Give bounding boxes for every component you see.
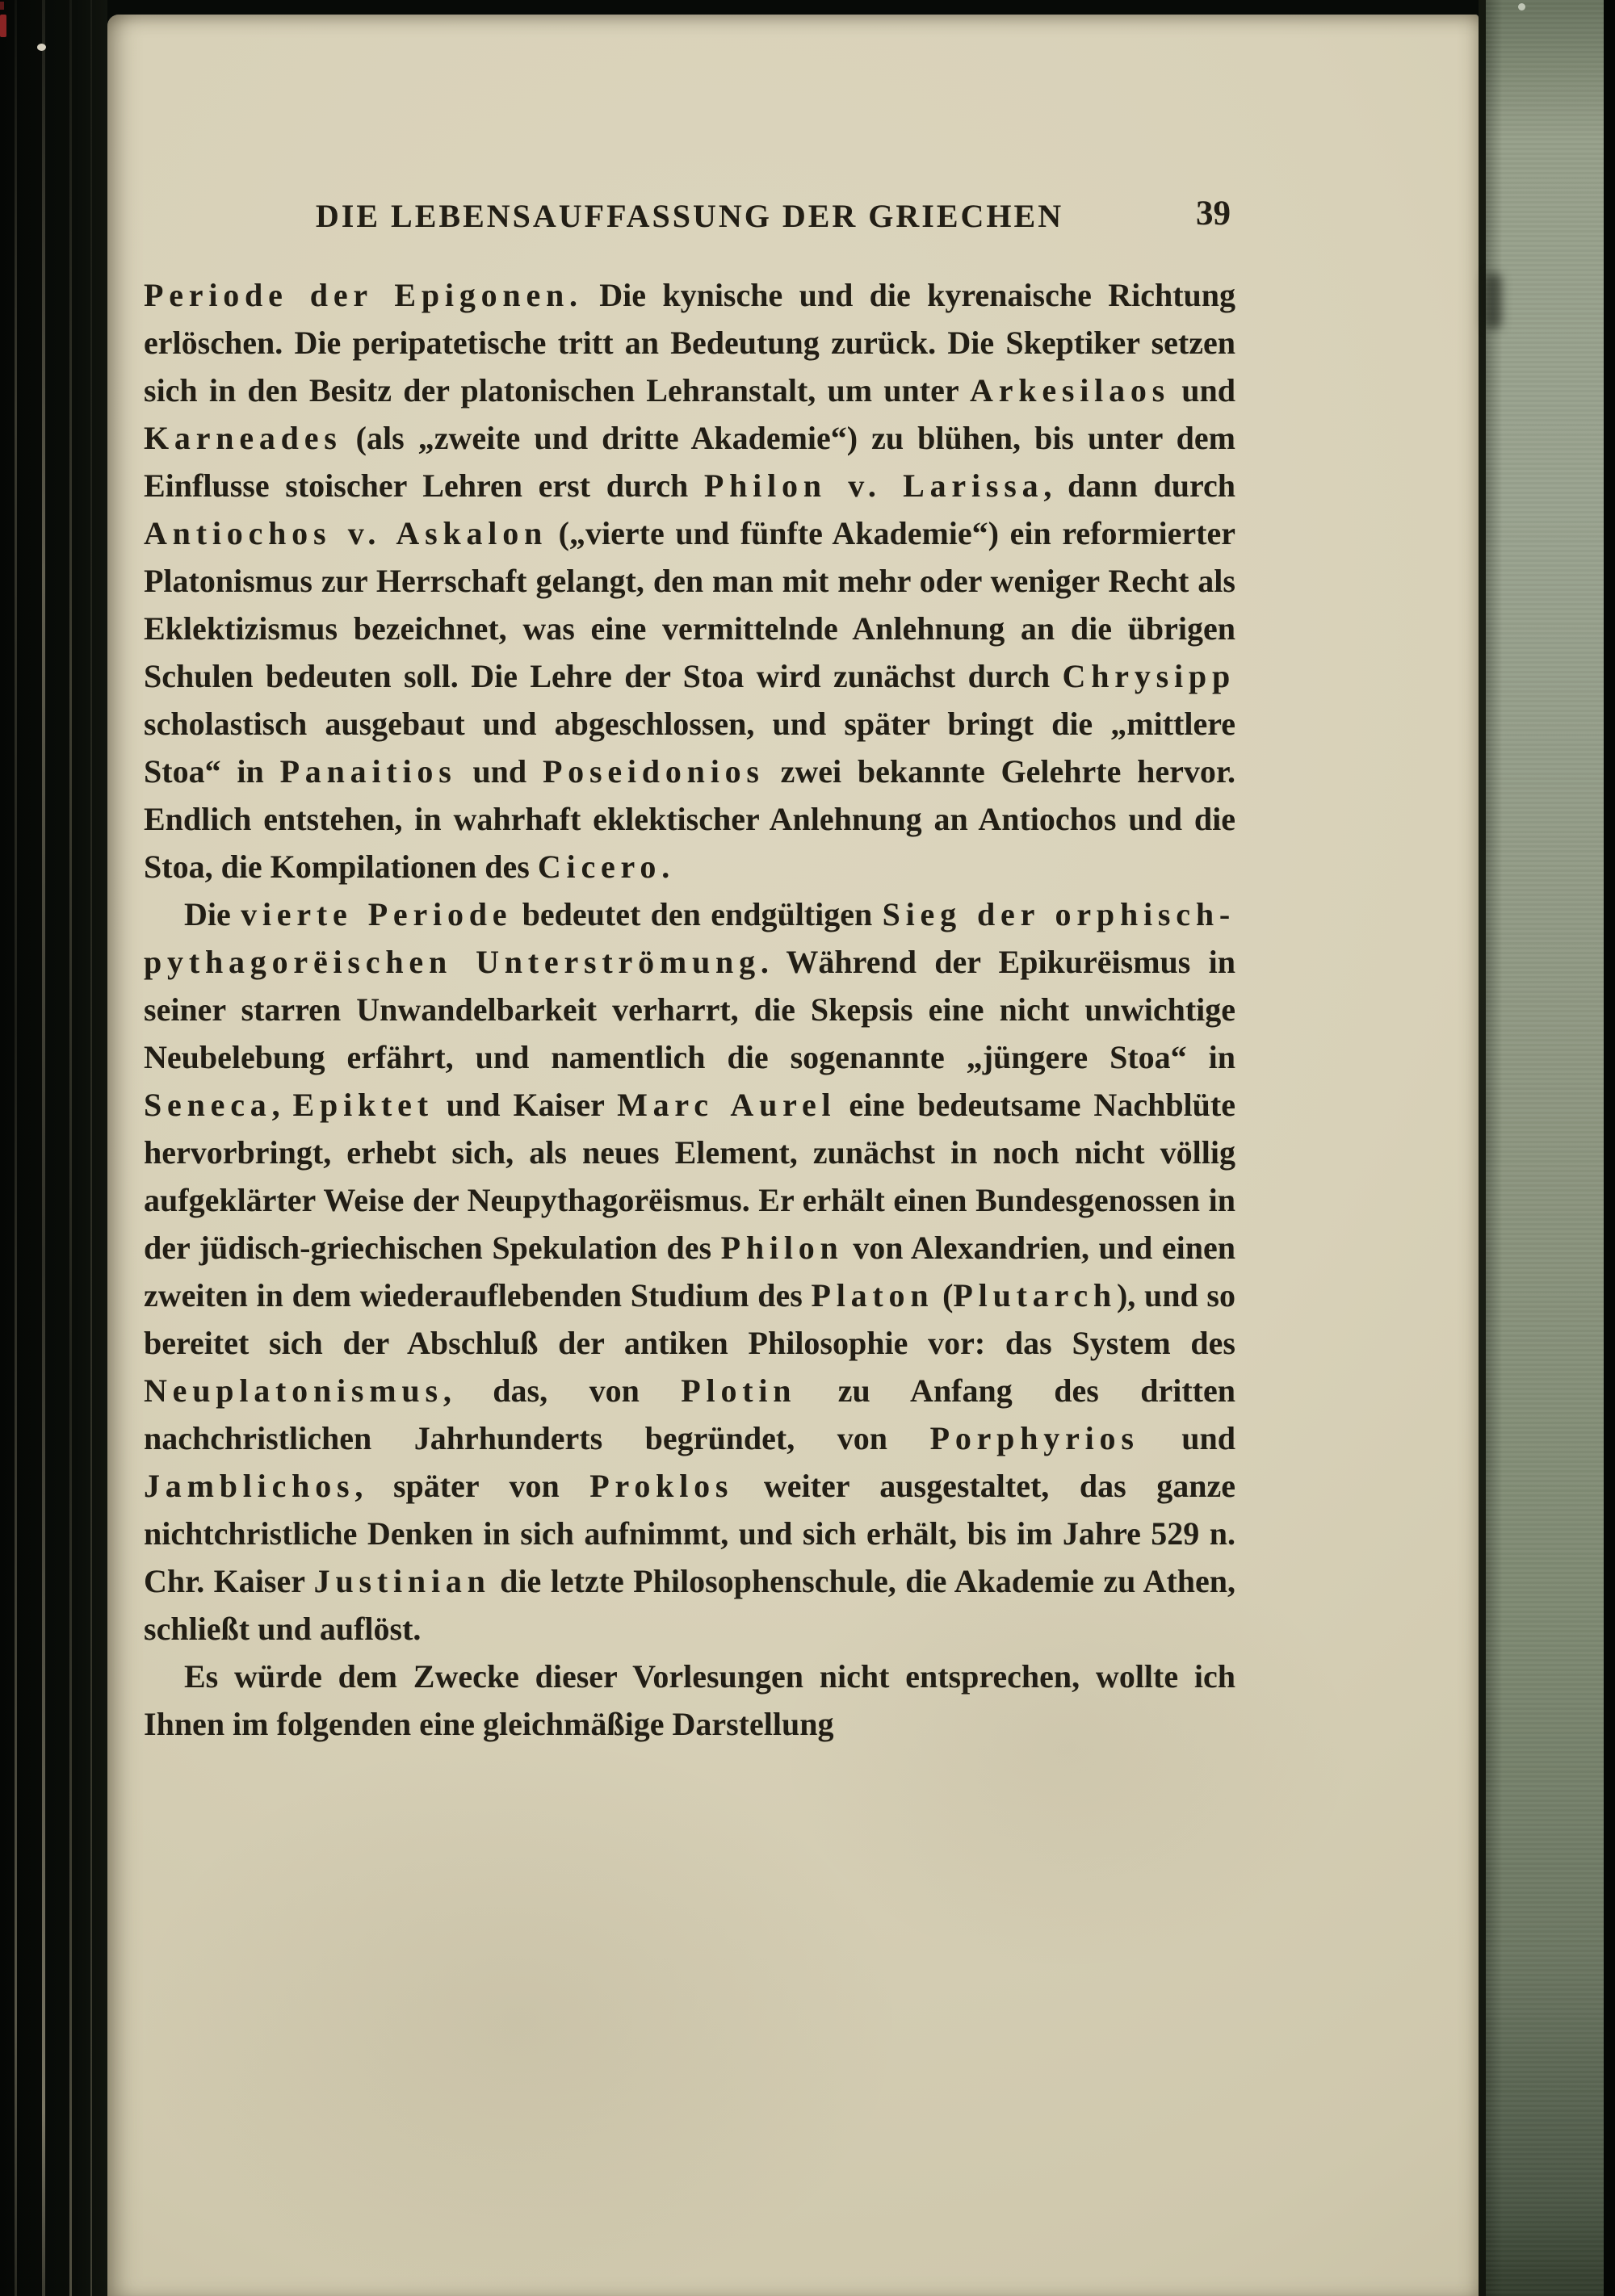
paragraph: [144, 271, 1235, 890]
text-segment: von Alexandrien, und einen zweiten in dem wiederauflebenden Studium des: [144, 1230, 1235, 1313]
emphasized-name: Karneades: [144, 420, 342, 456]
emphasized-name: Jamblichos: [144, 1468, 355, 1504]
text-body: [144, 271, 1235, 1748]
scan-artifact-red-speck: [0, 2, 4, 10]
emphasized-name: Poseidonios: [542, 753, 765, 790]
text-segment: eine bedeutsame Nachblüte hervorbringt, erhebt sich, als neues Element, zunächst in noch nicht völlig aufgeklärter Weise der Neupythagorëismus. Er erhält einen Bundesgenossen in der jüdisch-griechischen Spekulation des: [144, 1087, 1235, 1266]
paragraph: [144, 1653, 1235, 1748]
emphasized-name: Plotin: [681, 1372, 797, 1409]
emphasized-name: Periode der Epigonen.: [144, 277, 583, 313]
emphasized-name: Epiktet: [292, 1087, 434, 1123]
emphasized-name: Plutarch: [953, 1277, 1117, 1313]
text-segment: (: [933, 1277, 954, 1313]
text-segment: und Kaiser: [433, 1087, 618, 1123]
emphasized-name: Neuplatonismus: [144, 1372, 443, 1409]
text-segment: weiter ausgestaltet, das ganze nichtchristliche Denken in sich aufnimmt, und sich erhält, bis im Jahre 529 n. Chr. Kaiser: [144, 1468, 1235, 1599]
book-cover-edge: [1486, 0, 1604, 2296]
text-segment: und: [1170, 372, 1235, 409]
cover-shadow-smudge: [1484, 273, 1502, 329]
emphasized-name: Antiochos v. Askalon: [144, 515, 548, 551]
text-segment: . Während der Epikurëismus in seiner starren Unwandelbarkeit verharrt, die Skepsis eine nicht unwichtige Neubelebung erfährt, und namentlich die sogenannte „jüngere Stoa“ in: [144, 944, 1235, 1075]
text-segment: Die: [184, 896, 241, 932]
text-segment: und: [456, 753, 543, 790]
text-segment: und: [1139, 1420, 1235, 1456]
emphasized-name: vierte Periode: [241, 896, 513, 932]
backdrop-right: [1604, 0, 1615, 2296]
emphasized-name: Porphyrios: [929, 1420, 1139, 1456]
emphasized-name: Justinian: [313, 1563, 491, 1599]
emphasized-name: Platon: [811, 1277, 934, 1313]
text-segment: , später von: [354, 1468, 590, 1504]
text-segment: ), und so bereitet sich der Abschluß der antiken Philosophie vor: das System des: [144, 1277, 1235, 1361]
text-segment: ,: [271, 1087, 293, 1123]
book-page: [107, 15, 1479, 2296]
text-segment: scholastisch ausgebaut und abgeschlossen, und später bringt die „mittlere Stoa“ in: [144, 706, 1235, 790]
emphasized-name: Cicero: [537, 848, 662, 885]
scan-artifact-red-speck: [0, 15, 6, 37]
text-segment: Die kynische und die kyrenaische Richtung erlöschen. Die peripatetische tritt an Bedeutung zurück. Die Skeptiker setzen sich in den Besitz der platonischen Lehranstalt, um unter: [144, 277, 1236, 409]
scan-artifact-white-speck: [37, 44, 46, 51]
text-segment: die letzte Philosophenschule, die Akademie zu Athen, schließt und auflöst.: [144, 1563, 1236, 1647]
page-cover-gap: [1479, 0, 1486, 2296]
text-segment: („vierte und fünfte Akademie“) ein reformierter Platonismus zur Herrschaft gelangt, den man mit mehr oder weniger Recht als Eklektizismus bezeichnet, was eine vermittelnde Anlehnung an die übrigen Schulen bedeuten soll. Die Lehre der Stoa wird zunächst durch: [144, 515, 1235, 694]
text-segment: (als „zweite und dritte Akademie“) zu blühen, bis unter dem Einflusse stoischer Lehren erst durch: [144, 420, 1235, 504]
emphasized-name: Sieg der orphisch-pythagorëischen Unterströmung: [144, 896, 1235, 980]
text-segment: bedeutet den endgültigen: [512, 896, 883, 932]
page-edge-line: [69, 0, 72, 2296]
emphasized-name: Philon: [720, 1230, 844, 1266]
running-header: [144, 197, 1235, 242]
emphasized-name: Philon v. Larissa: [703, 467, 1044, 504]
text-segment: Es würde dem Zwecke dieser Vorlesungen nicht entsprechen, wollte ich Ihnen im folgenden eine gleichmäßige Darstellung: [144, 1658, 1235, 1742]
text-segment: zu Anfang des dritten nachchristlichen Jahrhunderts begründet, von: [144, 1372, 1236, 1456]
paragraph: [144, 890, 1235, 1653]
scan-artifact-white-speck: [1518, 3, 1525, 10]
emphasized-name: Chrysipp: [1062, 658, 1235, 694]
emphasized-name: Marc Aurel: [617, 1087, 837, 1123]
book-spine-page-edges: [0, 0, 107, 2296]
emphasized-name: Panaitios: [279, 753, 457, 790]
page-title: DIE LEBENSAUFFASSUNG DER GRIECHEN: [315, 198, 1064, 234]
page-edge-line: [42, 0, 45, 2296]
emphasized-name: Seneca: [144, 1087, 272, 1123]
text-segment: .: [661, 848, 670, 885]
page-number: 39: [1196, 195, 1231, 233]
page-edge-line: [15, 0, 17, 2296]
emphasized-name: Arkesilaos: [970, 372, 1171, 409]
text-segment: zwei bekannte Gelehrte hervor. Endlich entstehen, in wahrhaft eklektischer Anlehnung an Antiochos und die Stoa, die Kompilationen des: [144, 753, 1235, 885]
text-segment: , dann durch: [1043, 467, 1235, 504]
emphasized-name: Proklos: [589, 1468, 734, 1504]
text-segment: , das, von: [443, 1372, 682, 1409]
page-edge-line: [90, 0, 92, 2296]
